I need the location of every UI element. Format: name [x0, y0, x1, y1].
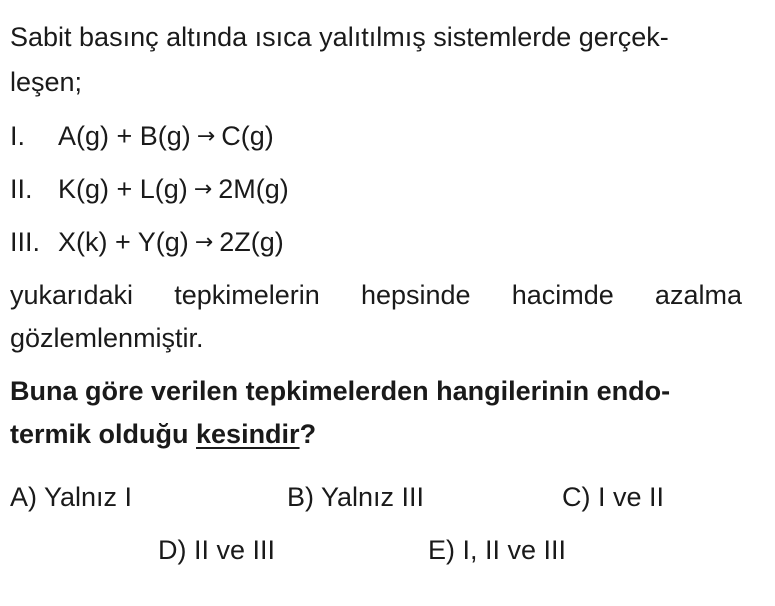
option-c[interactable]: C) I ve II [562, 482, 665, 512]
option-e[interactable]: E) I, II ve III [428, 535, 567, 565]
option-a[interactable]: A) Yalnız I [10, 482, 133, 512]
observation-word: yukarıdaki [10, 280, 134, 310]
right-arrow-icon: → [194, 230, 214, 255]
prompt-emphasis: kesindir [196, 419, 300, 449]
right-arrow-icon: → [196, 124, 216, 149]
question-intro-line-1: Sabit basınç altında ısıca yalıtılmış sistemlerde gerçek- [10, 22, 669, 52]
question-prompt-line-2 [10, 421, 316, 448]
prompt-suffix: ? [299, 419, 317, 449]
reaction-numeral: III. [10, 227, 41, 257]
reaction-reactants: A(g) + B(g) [58, 121, 191, 151]
observation-line-2: gözlemlenmiştir. [10, 323, 204, 353]
observation-word: hepsinde [360, 280, 471, 310]
observation-line-1 [10, 282, 742, 309]
right-arrow-icon: → [193, 177, 213, 202]
reaction-numeral: II. [10, 174, 33, 204]
observation-word: tepkimelerin [174, 280, 320, 310]
reaction-reactants: K(g) + L(g) [58, 174, 188, 204]
reaction-products: 2M(g) [218, 174, 289, 204]
reaction-products: 2Z(g) [219, 227, 284, 257]
option-d[interactable]: D) II ve III [158, 535, 276, 565]
prompt-prefix: termik olduğu [10, 419, 197, 449]
reaction-3 [10, 229, 284, 256]
reaction-products: C(g) [221, 121, 274, 151]
observation-word: hacimde [511, 280, 614, 310]
reaction-numeral: I. [10, 121, 26, 151]
question-intro-line-2: leşen; [10, 67, 83, 97]
reaction-2 [10, 176, 289, 203]
reaction-reactants: X(k) + Y(g) [58, 227, 189, 257]
question-prompt-line-1: Buna göre verilen tepkimelerden hangilerinin endo- [10, 376, 671, 406]
observation-word: azalma [654, 280, 742, 310]
reaction-1 [10, 123, 274, 150]
option-b[interactable]: B) Yalnız III [287, 482, 425, 512]
